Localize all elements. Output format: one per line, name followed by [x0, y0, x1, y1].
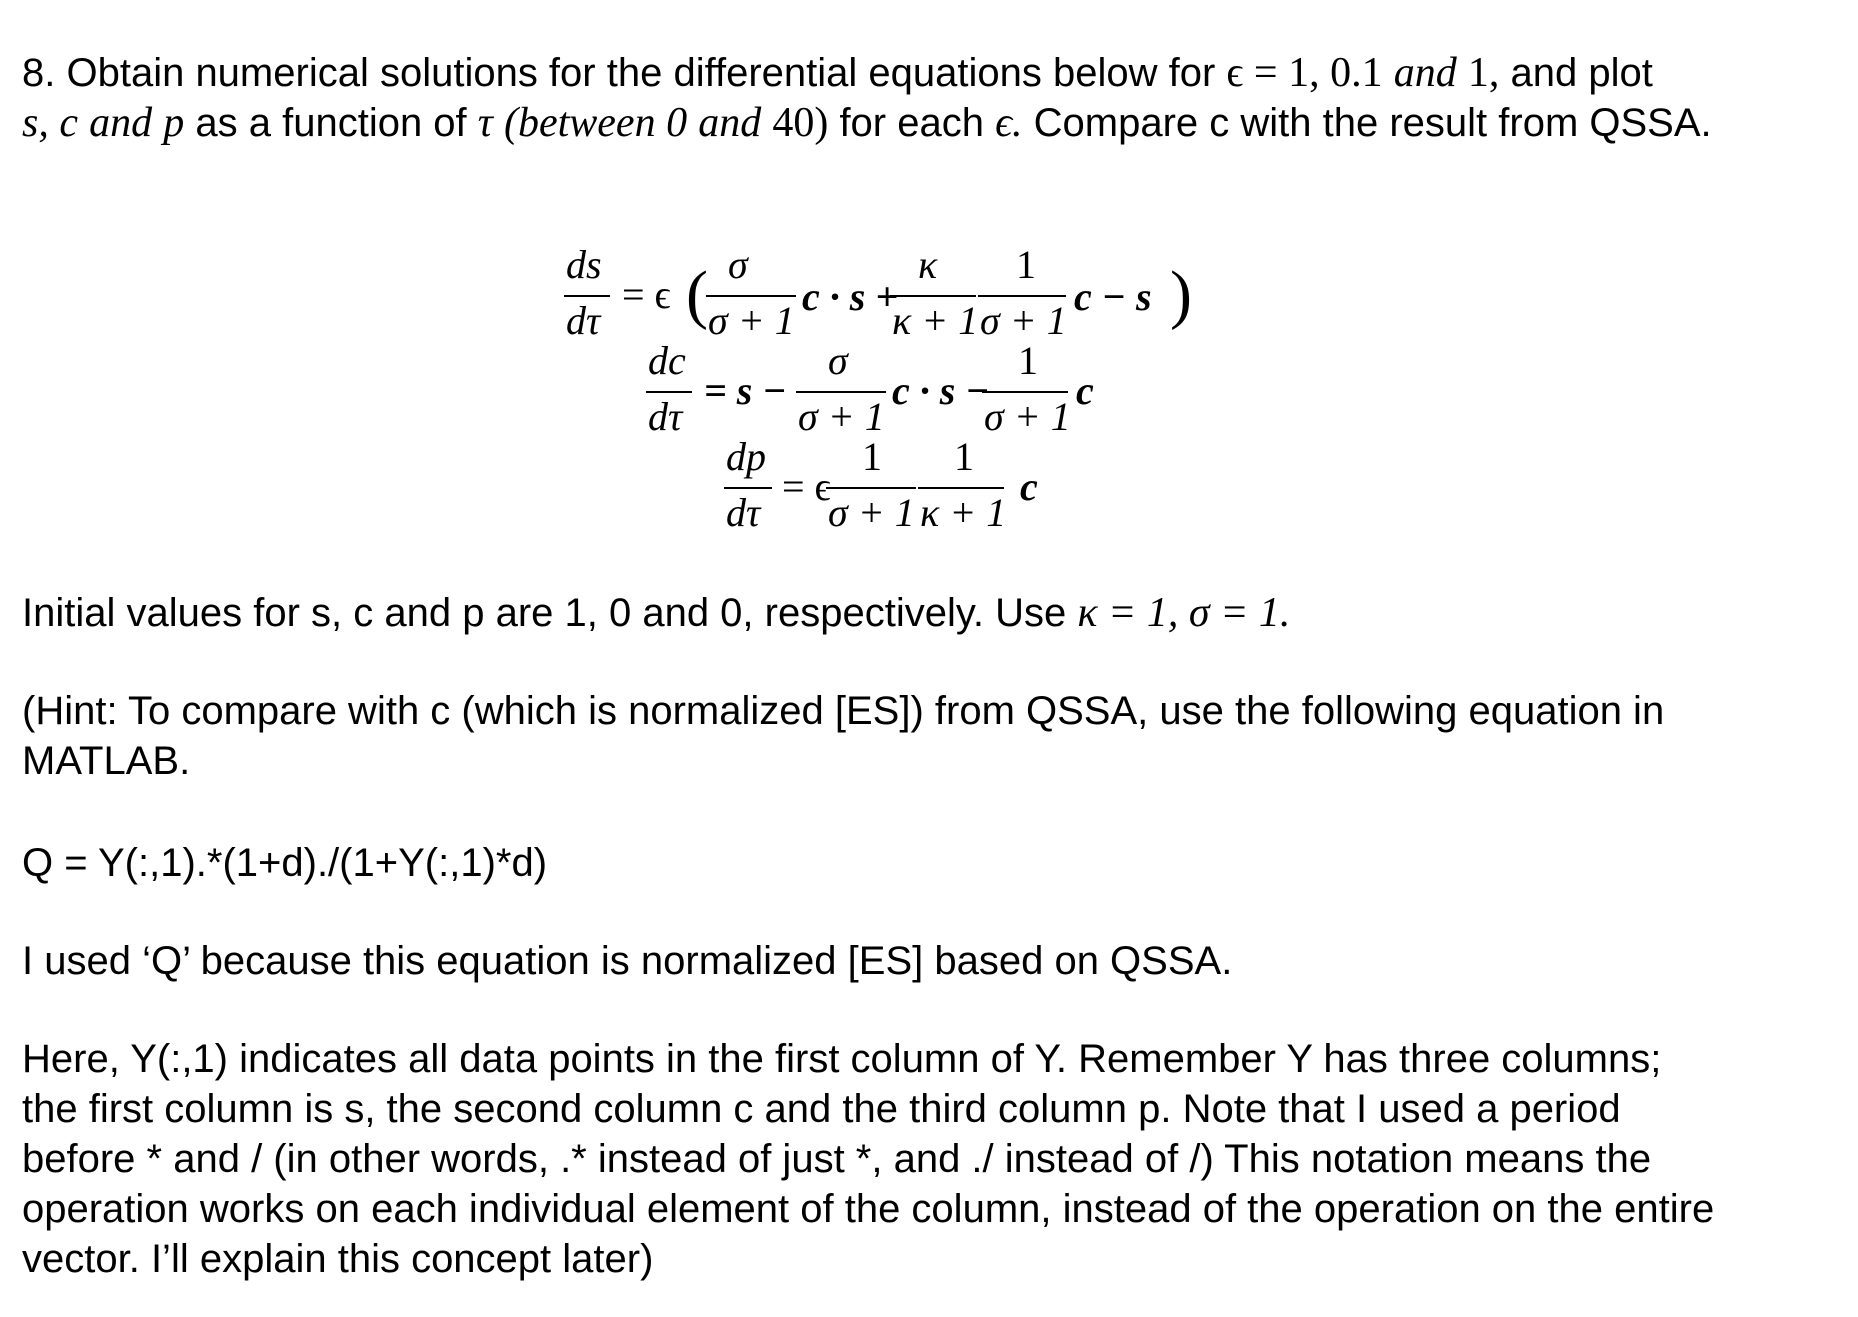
eq1-lhs-numerator: ds	[566, 242, 602, 287]
matlab-code-line: Q = Y(:,1).*(1+d)./(1+Y(:,1)*d)	[22, 841, 548, 885]
eq1-right-paren: )	[1170, 258, 1192, 331]
forty-math: 40)	[772, 100, 829, 146]
equation-ds	[564, 242, 1192, 343]
explanation-line-5: vector. I’ll explain this concept later)	[22, 1237, 654, 1281]
p-math: p	[163, 100, 185, 146]
eq1-frac1-den: σ + 1	[708, 298, 795, 343]
equation-dp	[724, 434, 1038, 535]
and-math-2: and	[89, 100, 153, 146]
explanation-paragraph	[22, 1034, 1842, 1284]
explanation-line-2: the first column is s, the second column c and the third column p. Note that I used a period	[22, 1087, 1621, 1131]
and-math-3: and	[698, 100, 762, 146]
eq1-term1: c · s +	[802, 274, 899, 319]
eq1-term2: c − s	[1074, 274, 1152, 319]
explanation-line-4: operation works on each individual element of the column, instead of the operation on the entire	[22, 1187, 1715, 1231]
eq1-lhs-denominator: dτ	[566, 298, 601, 343]
eq1-left-paren: (	[686, 258, 708, 331]
eq1-frac3-num: 1	[1016, 242, 1036, 287]
explanation-line-3: before * and / (in other words, .* instead of just *, and ./ instead of /) This notation means the	[22, 1137, 1652, 1181]
eq2-lhs-denominator: dτ	[648, 394, 683, 439]
question-line-2	[22, 98, 1842, 148]
eq2-frac2-num: 1	[1018, 338, 1038, 383]
and-math-1: and	[1393, 50, 1457, 96]
used-q-paragraph: I used ‘Q’ because this equation is normalized [ES] based on QSSA.	[22, 939, 1233, 983]
eq2-frac1-den: σ + 1	[798, 394, 885, 439]
eq2-term1: c · s −	[892, 368, 990, 413]
for-each-text: for each	[839, 101, 984, 145]
eq3-frac2-num: 1	[954, 434, 974, 479]
eq3-equals-epsilon: = ϵ	[782, 464, 831, 509]
eq2-equals-s: = s −	[704, 368, 787, 413]
eq2-frac1-num: σ	[828, 338, 848, 383]
initial-values-math: κ = 1, σ = 1.	[1077, 590, 1291, 636]
eq3-lhs-denominator: dτ	[726, 490, 761, 535]
eq1-frac1-num: σ	[728, 242, 748, 287]
explanation-line-1: Here, Y(:,1) indicates all data points in the first column of Y. Remember Y has three columns;	[22, 1037, 1662, 1081]
hint-paragraph	[22, 686, 1842, 786]
eq3-lhs-numerator: dp	[726, 434, 766, 479]
hint-line-2: MATLAB.	[22, 739, 191, 783]
hint-line-1: (Hint: To compare with c (which is normalized [ES]) from QSSA, use the following equation in	[22, 689, 1665, 733]
question-tail-text: Compare c with the result from QSSA.	[1033, 101, 1712, 145]
eq1-equals-epsilon: = ϵ	[622, 272, 671, 317]
eq1-frac2-den: κ + 1	[892, 298, 979, 343]
eq3-frac1-den: σ + 1	[828, 490, 915, 535]
question-lead-text: 8. Obtain numerical solutions for the differential equations below for	[22, 51, 1216, 95]
function-of-text: as a function of	[195, 101, 467, 145]
between-math: (between 0	[503, 100, 688, 146]
eq2-frac2-den: σ + 1	[984, 394, 1071, 439]
epsilon-end-math: ϵ.	[995, 100, 1023, 146]
differential-equations	[550, 238, 1310, 558]
equation-dc	[646, 338, 1094, 439]
initial-values-paragraph	[22, 588, 1842, 638]
epsilon-value-one: 1,	[1467, 50, 1500, 96]
eq2-term2: c	[1076, 368, 1094, 413]
question-paragraph	[22, 48, 1842, 148]
tau-math: τ	[477, 100, 493, 146]
eq3-frac1-num: 1	[862, 434, 882, 479]
initial-values-text: Initial values for s, c and p are 1, 0 and 0, respectively. Use	[22, 591, 1067, 635]
eq3-frac2-den: κ + 1	[920, 490, 1007, 535]
and-plot-text: and plot	[1510, 51, 1653, 95]
question-line-1	[22, 48, 1842, 98]
eq2-lhs-numerator: dc	[648, 338, 686, 383]
eq1-frac3-den: σ + 1	[980, 298, 1067, 343]
variables-math: s, c	[22, 100, 78, 146]
epsilon-values-math: ϵ = 1, 0.1	[1226, 50, 1383, 96]
eq1-frac2-num: κ	[918, 242, 938, 287]
equations-svg	[550, 238, 1310, 558]
eq3-term1: c	[1020, 464, 1038, 509]
